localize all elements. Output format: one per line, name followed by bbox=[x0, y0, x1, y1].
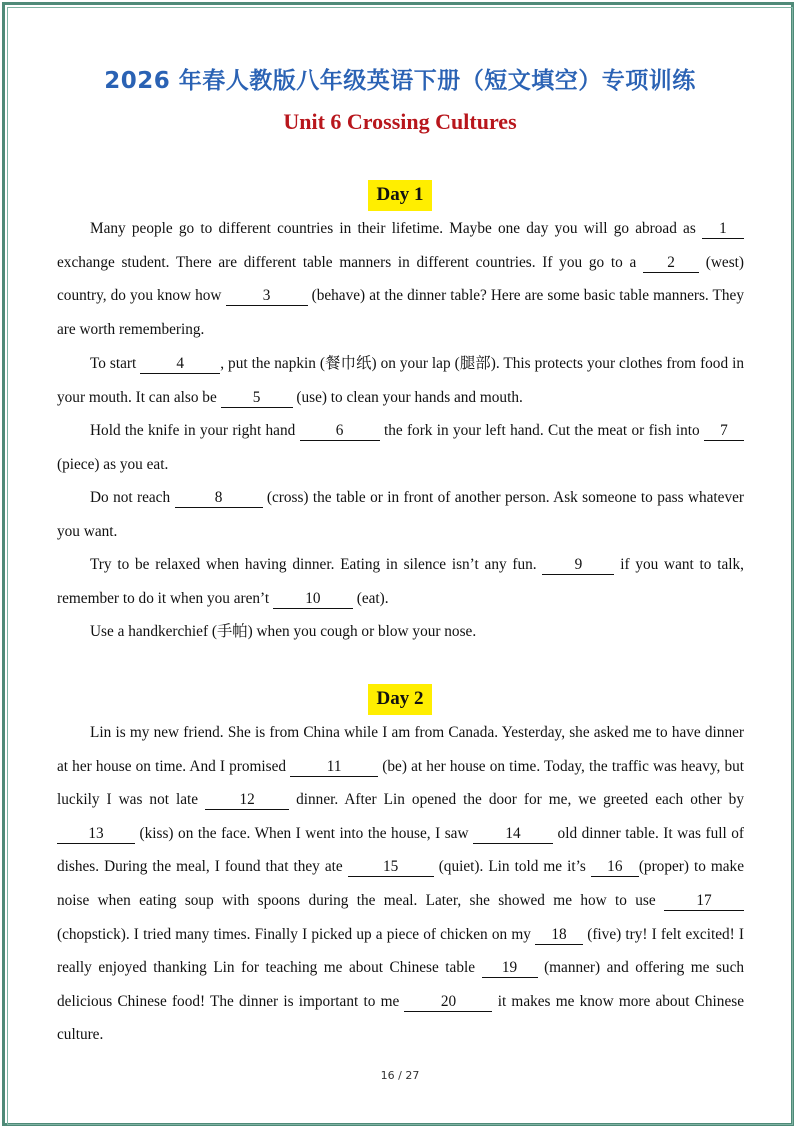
text: it makes me know more about Chinese culture. bbox=[57, 992, 744, 1044]
day1-paragraph-6 bbox=[57, 615, 744, 649]
unit-subtitle: Unit 6 Crossing Cultures bbox=[283, 109, 517, 134]
text: (use) to clean your hands and mouth. bbox=[292, 388, 523, 406]
page-title: 2026 年春人教版八年级英语下册（短文填空）专项训练 bbox=[104, 68, 696, 94]
text: (proper) to make noise when eating soup with spoons during the meal. Later, she showed me how to use bbox=[57, 858, 744, 909]
text: (chopstick). I tried many times. Finally I picked up a piece of chicken on my bbox=[57, 925, 536, 943]
text: Lin is my new friend. She is from China while I am from Canada. Yesterday, she asked me to have dinner at her house on time. And I promised bbox=[57, 724, 744, 775]
text: (behave) at the dinner table? Here are some basic table manners. They are worth remembering. bbox=[57, 287, 744, 338]
blank-18: 18 bbox=[535, 926, 583, 945]
blank-20: 20 bbox=[404, 993, 492, 1012]
blank-19: 19 bbox=[482, 959, 538, 978]
text: dinner. After Lin opened the door for me, we greeted each other by bbox=[289, 791, 744, 809]
text: exchange student. There are different table manners in different countries. If you go to a bbox=[57, 253, 644, 271]
day1-heading-wrap bbox=[0, 180, 800, 211]
day2-paragraph-1 bbox=[57, 716, 744, 1052]
blank-17: 17 bbox=[664, 892, 744, 911]
blank-9: 9 bbox=[542, 556, 614, 575]
text: (piece) as you eat. bbox=[57, 455, 169, 473]
blank-4: 4 bbox=[140, 355, 220, 374]
blank-7: 7 bbox=[704, 422, 744, 441]
text: (manner) and offering me such delicious Chinese food! The dinner is important to me bbox=[57, 959, 745, 1010]
day2-heading-wrap bbox=[0, 684, 800, 715]
day1-heading: Day 1 bbox=[368, 180, 433, 211]
text: (west) country, do you know how bbox=[57, 253, 744, 305]
day1-paragraph-2 bbox=[57, 347, 744, 414]
page-number: 16 / 27 bbox=[380, 1069, 420, 1082]
blank-12: 12 bbox=[205, 791, 289, 810]
text: if you want to talk, remember to do it when you aren’t bbox=[57, 556, 744, 607]
text: old dinner table. It was full of dishes. During the meal, I found that they ate bbox=[57, 824, 744, 876]
text: the fork in your left hand. Cut the meat or fish into bbox=[379, 422, 704, 439]
blank-15: 15 bbox=[348, 858, 434, 877]
text: Hold the knife in your right hand bbox=[90, 422, 300, 439]
blank-8: 8 bbox=[175, 489, 263, 508]
blank-11: 11 bbox=[290, 758, 378, 777]
blank-2: 2 bbox=[643, 254, 699, 273]
blank-5: 5 bbox=[221, 389, 293, 408]
blank-6: 6 bbox=[300, 422, 380, 441]
text: (kiss) on the face. When I went into the house, I saw bbox=[135, 824, 474, 842]
blank-3: 3 bbox=[226, 287, 308, 306]
text: , put the napkin (餐巾纸) on your lap (腿部). This protects your clothes from food in your mouth. It can also be bbox=[57, 355, 744, 406]
day1-paragraph-4 bbox=[57, 481, 744, 548]
day2-heading: Day 2 bbox=[368, 684, 433, 715]
text: To start bbox=[90, 355, 141, 372]
text: (cross) the table or in front of another person. Ask someone to pass whatever you want. bbox=[57, 489, 745, 540]
text: (quiet). Lin told me it’s bbox=[433, 858, 591, 876]
text: Many people go to different countries in their lifetime. Maybe one day you will go abroad as bbox=[90, 220, 702, 237]
day1-paragraph-3 bbox=[57, 414, 744, 481]
blank-14: 14 bbox=[473, 825, 553, 844]
blank-13: 13 bbox=[57, 825, 135, 844]
text: Do not reach bbox=[90, 489, 175, 506]
blank-10: 10 bbox=[273, 590, 353, 609]
text: (five) try! I felt excited! I really enjoyed thanking Lin for teaching me about Chinese table bbox=[57, 925, 744, 977]
text: Use a handkerchief (手帕) when you cough or blow your nose. bbox=[90, 623, 477, 640]
blank-1: 1 bbox=[702, 220, 744, 239]
blank-16: 16 bbox=[591, 858, 639, 877]
text: Try to be relaxed when having dinner. Eating in silence isn’t any fun. bbox=[90, 556, 543, 573]
day1-paragraph-1 bbox=[57, 212, 744, 346]
day1-paragraph-5 bbox=[57, 548, 744, 615]
text: (eat). bbox=[352, 589, 389, 607]
text: (be) at her house on time. Today, the traffic was heavy, but luckily I was not late bbox=[57, 757, 744, 809]
